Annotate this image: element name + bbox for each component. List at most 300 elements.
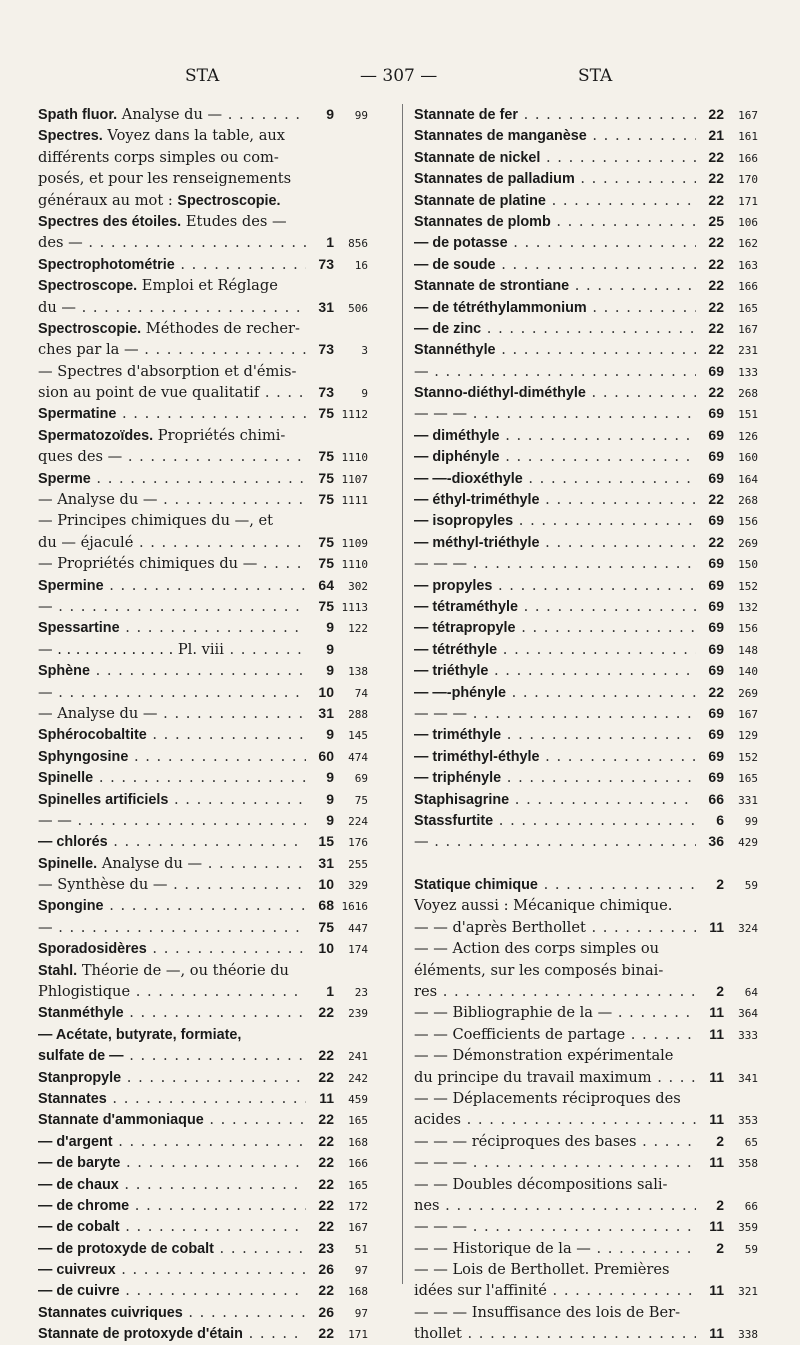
volume-number: 75 xyxy=(318,469,334,486)
index-entry xyxy=(414,532,758,553)
entry-line xyxy=(414,1216,758,1237)
entry-text xyxy=(414,789,696,810)
entry-text xyxy=(38,318,368,339)
entry-line xyxy=(38,1195,368,1216)
entry-text xyxy=(38,1131,306,1152)
entry-line xyxy=(414,254,758,275)
index-entry xyxy=(414,468,758,489)
entry-text-segment: Stannate de nickel xyxy=(414,149,541,166)
entry-text-segment: — de chaux xyxy=(38,1176,119,1193)
page-ref: 99 xyxy=(354,109,368,122)
entry-text-segment: — — d'après Berthollet xyxy=(414,918,586,936)
volume-number: 22 xyxy=(708,384,724,401)
entry-text xyxy=(414,639,696,660)
page-ref: 241 xyxy=(348,1050,368,1064)
entry-text xyxy=(38,617,306,638)
volume-number: 75 xyxy=(318,555,334,572)
entry-text-segment: ches par la — xyxy=(38,341,139,359)
entry-line xyxy=(414,895,758,916)
volume-number: 66 xyxy=(708,790,724,807)
volume-number: 75 xyxy=(318,491,334,508)
index-entry xyxy=(38,960,368,1003)
entry-line xyxy=(38,1002,368,1023)
entry-line xyxy=(38,339,368,360)
entry-text-segment: Spectres des étoiles. xyxy=(38,213,182,230)
entry-text-segment: — — — xyxy=(414,704,468,722)
entry-text xyxy=(38,853,306,874)
entry-line xyxy=(414,1152,758,1173)
index-entry xyxy=(38,831,368,852)
entry-text xyxy=(414,446,696,467)
entry-line xyxy=(414,1088,758,1109)
entry-line xyxy=(38,318,368,339)
index-entry xyxy=(414,660,758,681)
index-entry xyxy=(414,1131,758,1152)
entry-line xyxy=(38,382,368,403)
index-entry xyxy=(38,853,368,874)
entry-text xyxy=(414,575,696,596)
entry-line xyxy=(414,1323,758,1344)
entry-text xyxy=(38,938,306,959)
index-entry xyxy=(38,660,368,681)
page-ref: 288 xyxy=(348,707,368,721)
entry-line xyxy=(414,767,758,788)
entry-text-segment: Spath fluor. xyxy=(38,107,118,123)
volume-number: 22 xyxy=(318,1218,334,1235)
entry-line xyxy=(414,746,758,767)
entry-line xyxy=(38,510,368,531)
entry-text-segment: — — Déplacements réciproques des xyxy=(414,1089,681,1107)
entry-line xyxy=(414,724,758,745)
entry-line xyxy=(38,575,368,596)
entry-line xyxy=(38,125,368,146)
volume-number: 36 xyxy=(708,833,724,850)
entry-text-segment: — de cuivre xyxy=(38,1283,120,1300)
entry-text-segment: — triméthyl-éthyle xyxy=(414,748,540,765)
right-column xyxy=(414,104,758,1345)
entry-text xyxy=(38,1088,306,1109)
entry-line xyxy=(38,639,368,660)
entry-text-segment: — — Action des corps simples ou xyxy=(414,940,660,958)
page-ref: 145 xyxy=(348,729,368,743)
entry-text xyxy=(414,1302,758,1323)
index-entry xyxy=(414,1238,758,1259)
page-ref: 156 xyxy=(738,515,758,529)
entry-line xyxy=(414,660,758,681)
page-ref: 162 xyxy=(738,237,758,251)
volume-number: 2 xyxy=(716,983,724,1000)
index-entry xyxy=(38,938,368,959)
index-entry xyxy=(38,361,368,404)
entry-line xyxy=(414,1045,758,1066)
page-ref: 167 xyxy=(738,707,758,721)
entry-line xyxy=(414,810,758,831)
entry-line xyxy=(38,874,368,895)
page-ref: 65 xyxy=(744,1135,758,1149)
index-entry xyxy=(38,1067,368,1088)
entry-text-segment: différents corps simples ou com- xyxy=(38,148,279,166)
index-entry xyxy=(38,874,368,895)
entry-text-segment: généraux au mot : xyxy=(38,191,178,209)
page-ref: 106 xyxy=(738,215,758,229)
entry-text xyxy=(38,510,368,531)
volume-number: 69 xyxy=(708,597,724,614)
volume-number: 73 xyxy=(318,341,334,358)
volume-number: 31 xyxy=(318,704,334,721)
index-entry xyxy=(38,703,368,724)
entry-text-segment: — — Démonstration expérimentale xyxy=(414,1047,674,1065)
index-entry xyxy=(414,232,758,253)
entry-line xyxy=(38,147,368,168)
entry-text xyxy=(414,746,696,767)
entry-text xyxy=(38,874,306,895)
header-right: STA xyxy=(578,66,613,86)
entry-text-segment: — xyxy=(414,362,429,380)
entry-text xyxy=(38,724,306,745)
entry-text-segment: Spessartine xyxy=(38,620,120,637)
index-entry xyxy=(414,1302,758,1345)
entry-text-segment: — de baryte xyxy=(38,1155,121,1172)
entry-line xyxy=(414,403,758,424)
page-ref: 161 xyxy=(738,130,758,144)
entry-text-segment: Spinelle xyxy=(38,770,94,787)
entry-text xyxy=(38,125,368,146)
entry-text-segment: — . . . . . . . . . . . . . Pl. viii xyxy=(38,640,224,658)
entry-text-segment: Stahl. xyxy=(38,962,78,979)
index-entry xyxy=(414,168,758,189)
index-entry xyxy=(414,446,758,467)
volume-number: 75 xyxy=(318,448,334,465)
index-entry xyxy=(38,1024,368,1067)
page-ref: 506 xyxy=(348,301,368,315)
page-ref: 167 xyxy=(348,1221,368,1235)
page-ref: 1113 xyxy=(341,600,368,614)
entry-line xyxy=(414,575,758,596)
entry-text xyxy=(38,297,306,318)
entry-text xyxy=(38,682,306,703)
entry-text xyxy=(38,339,306,360)
entry-line xyxy=(38,1152,368,1173)
page-ref: 1107 xyxy=(341,472,368,486)
volume-number: 31 xyxy=(318,854,334,871)
entry-line xyxy=(38,810,368,831)
entry-text xyxy=(38,1045,306,1066)
index-entry xyxy=(414,361,758,382)
index-entry xyxy=(414,895,758,916)
entry-line xyxy=(414,318,758,339)
entry-text-segment: Voyez aussi : Mécanique chimique. xyxy=(414,897,673,915)
entry-text xyxy=(38,575,306,596)
page-ref: 324 xyxy=(738,921,758,935)
volume-number: 22 xyxy=(318,1282,334,1299)
entry-text xyxy=(414,1216,696,1237)
entry-line xyxy=(38,168,368,189)
page-ref: 166 xyxy=(738,151,758,165)
index-entry xyxy=(38,724,368,745)
index-entry xyxy=(38,1259,368,1280)
volume-number: 64 xyxy=(318,576,334,593)
entry-text xyxy=(414,1174,758,1195)
page-header xyxy=(0,66,800,90)
index-entry xyxy=(414,767,758,788)
entry-text xyxy=(38,789,306,810)
page-ref: 268 xyxy=(738,494,758,508)
entry-line xyxy=(414,1109,758,1130)
entry-text xyxy=(414,1195,696,1216)
entry-line xyxy=(414,1195,758,1216)
entry-text-segment: — — xyxy=(38,811,72,829)
entry-text xyxy=(414,1280,696,1301)
entry-text-segment: Stannate d'ammoniaque xyxy=(38,1112,204,1129)
entry-text-segment: acides xyxy=(414,1111,462,1129)
entry-line xyxy=(38,468,368,489)
index-entry xyxy=(414,1045,758,1088)
entry-text-segment: — chlorés xyxy=(38,834,108,851)
page-ref: 75 xyxy=(354,793,368,807)
page-ref: 166 xyxy=(738,280,758,294)
entry-text xyxy=(414,425,696,446)
entry-text-segment: — — — xyxy=(414,1154,468,1172)
index-entry xyxy=(38,104,368,125)
entry-line xyxy=(38,190,368,211)
entry-text-segment: — xyxy=(38,918,53,936)
entry-text-segment: Spongine xyxy=(38,898,104,915)
entry-text-segment: — propyles xyxy=(414,577,493,594)
volume-number: 10 xyxy=(318,683,334,700)
entry-text xyxy=(38,1216,306,1237)
index-entry xyxy=(414,211,758,232)
index-entry xyxy=(38,318,368,361)
entry-line xyxy=(414,211,758,232)
entry-text xyxy=(414,938,758,959)
entry-line xyxy=(38,275,368,296)
entry-text-segment: — triméthyle xyxy=(414,727,502,744)
entry-text xyxy=(38,703,306,724)
volume-number: 11 xyxy=(319,1089,334,1106)
entry-text xyxy=(414,489,696,510)
entry-text-segment: Stanno-diéthyl-diméthyle xyxy=(414,385,586,402)
entry-line xyxy=(38,1259,368,1280)
index-entry xyxy=(38,575,368,596)
entry-text-segment: Sperme xyxy=(38,470,91,487)
entry-line xyxy=(38,682,368,703)
page-ref: 1110 xyxy=(341,451,368,465)
entry-line xyxy=(414,339,758,360)
volume-number: 22 xyxy=(708,148,724,165)
entry-text-segment: — — Coefficients de partage xyxy=(414,1025,626,1043)
entry-text-segment: Propriétés chimi- xyxy=(153,426,286,444)
volume-number: 22 xyxy=(708,106,724,122)
entry-text-segment: — —-dioxéthyle xyxy=(414,470,523,487)
volume-number: 11 xyxy=(709,1025,724,1042)
index-entry xyxy=(414,596,758,617)
page-ref: 168 xyxy=(348,1285,368,1299)
volume-number: 2 xyxy=(716,1132,724,1149)
page-ref: 138 xyxy=(348,665,368,679)
entry-text xyxy=(38,810,306,831)
entry-text-segment: — — — Insuffisance des lois de Ber- xyxy=(414,1303,681,1321)
entry-line xyxy=(414,703,758,724)
entry-text-segment: du — xyxy=(38,298,76,316)
entry-line xyxy=(414,468,758,489)
entry-text-segment: Spermatozoïdes. xyxy=(38,427,154,444)
index-entry xyxy=(38,1002,368,1023)
entry-line xyxy=(38,1024,368,1045)
entry-line xyxy=(414,639,758,660)
volume-number: 73 xyxy=(318,384,334,401)
entry-text xyxy=(38,1067,306,1088)
entry-text xyxy=(414,596,696,617)
entry-text xyxy=(414,168,696,189)
entry-text-segment: Stannéthyle xyxy=(414,342,496,359)
entry-line xyxy=(38,532,368,553)
entry-line xyxy=(38,617,368,638)
entry-text-segment: Spectrophotométrie xyxy=(38,256,175,273)
entry-text-segment: — d'argent xyxy=(38,1133,113,1150)
index-entry xyxy=(38,510,368,553)
entry-text-segment: Stannates de plomb xyxy=(414,213,551,230)
volume-number: 11 xyxy=(709,1282,724,1299)
page-ref: 353 xyxy=(738,1114,758,1128)
index-entry xyxy=(38,639,368,660)
index-entry xyxy=(414,617,758,638)
index-entry xyxy=(38,789,368,810)
entry-line xyxy=(414,831,758,852)
entry-text-segment: des — xyxy=(38,234,83,252)
volume-number: 22 xyxy=(318,1325,334,1342)
entry-text-segment: — de zinc xyxy=(414,320,482,337)
entry-line xyxy=(38,1238,368,1259)
entry-text-segment: Stannates xyxy=(38,1090,107,1107)
entry-text xyxy=(414,960,758,981)
entry-text xyxy=(414,1323,696,1344)
entry-line xyxy=(414,382,758,403)
page-ref: 165 xyxy=(348,1178,368,1192)
volume-number: 69 xyxy=(708,555,724,572)
index-entry xyxy=(414,382,758,403)
index-entry xyxy=(414,724,758,745)
entry-text-segment: — xyxy=(414,833,429,851)
page-ref: 333 xyxy=(738,1028,758,1042)
entry-line xyxy=(414,1238,758,1259)
entry-text-segment: Stannates de palladium xyxy=(414,171,575,188)
volume-number: 11 xyxy=(709,918,724,935)
entry-line xyxy=(414,874,758,895)
page-ref: 152 xyxy=(738,579,758,593)
page-ref: 341 xyxy=(738,1071,758,1085)
entry-text xyxy=(38,895,306,916)
entry-text-segment: du principe du travail maximum xyxy=(414,1068,652,1086)
page-ref: 132 xyxy=(738,600,758,614)
entry-text xyxy=(414,617,696,638)
entry-line xyxy=(414,1131,758,1152)
page-ref: 69 xyxy=(354,772,368,786)
entry-text-segment: Stannates cuivriques xyxy=(38,1304,183,1321)
volume-number: 75 xyxy=(318,533,334,550)
page-ref: 165 xyxy=(738,301,758,315)
page-ref: 429 xyxy=(738,836,758,850)
volume-number: 69 xyxy=(708,512,724,529)
volume-number: 2 xyxy=(716,1196,724,1213)
index-entry xyxy=(414,1088,758,1131)
volume-number: 9 xyxy=(326,106,334,122)
entry-text-segment: — méthyl-triéthyle xyxy=(414,534,540,551)
index-entry xyxy=(414,917,758,938)
entry-text-segment: — de chrome xyxy=(38,1197,130,1214)
index-entry xyxy=(414,682,758,703)
entry-text-segment: Spectroscopie. xyxy=(177,192,281,209)
entry-text xyxy=(38,489,306,510)
entry-text xyxy=(38,1174,306,1195)
volume-number: 11 xyxy=(709,1218,724,1235)
entry-text-segment: Spinelles artificiels xyxy=(38,791,169,808)
volume-number: 22 xyxy=(708,298,724,315)
entry-text-segment: — Analyse du — xyxy=(38,704,158,722)
page-ref: 1111 xyxy=(341,494,368,508)
entry-text-segment: — — Bibliographie de la — xyxy=(414,1004,613,1022)
entry-line xyxy=(414,938,758,959)
volume-number: 69 xyxy=(708,619,724,636)
entry-text-segment: — éthyl-triméthyle xyxy=(414,492,540,509)
entry-line xyxy=(38,960,368,981)
index-entry xyxy=(38,1174,368,1195)
entry-line xyxy=(38,917,368,938)
entry-text xyxy=(414,254,696,275)
entry-text-segment: Analyse du — xyxy=(97,854,203,872)
entry-text-segment: — — Doubles décompositions sali- xyxy=(414,1175,668,1193)
index-entry xyxy=(414,639,758,660)
entry-text xyxy=(38,917,306,938)
entry-text-segment: Phlogistique xyxy=(38,983,131,1001)
entry-line xyxy=(38,1216,368,1237)
page-ref: 1112 xyxy=(341,408,368,422)
entry-line xyxy=(414,596,758,617)
volume-number: 69 xyxy=(708,426,724,443)
entry-text xyxy=(414,767,696,788)
entry-line xyxy=(414,1302,758,1323)
entry-line xyxy=(414,446,758,467)
index-entry xyxy=(414,190,758,211)
entry-text-segment: Etudes des — xyxy=(181,212,287,230)
entry-text xyxy=(414,1109,696,1130)
entry-text-segment: Voyez dans la table, aux xyxy=(102,127,286,145)
entry-text-segment: Spermatine xyxy=(38,406,117,423)
entry-text xyxy=(38,254,306,275)
volume-number: 22 xyxy=(318,1004,334,1021)
entry-line xyxy=(38,361,368,382)
entry-text-segment: — triphényle xyxy=(414,770,502,787)
entry-text-segment: posés, et pour les renseignements xyxy=(38,170,292,188)
page-ref: 3 xyxy=(361,344,368,358)
volume-number: 10 xyxy=(318,940,334,957)
entry-line xyxy=(414,168,758,189)
entry-text xyxy=(414,318,696,339)
page-ref: 160 xyxy=(738,451,758,465)
entry-text xyxy=(414,810,696,831)
index-entry xyxy=(414,104,758,125)
entry-text xyxy=(414,297,696,318)
index-entry xyxy=(414,1259,758,1302)
entry-line xyxy=(38,1131,368,1152)
volume-number: 69 xyxy=(708,704,724,721)
volume-number: 69 xyxy=(708,469,724,486)
entry-text-segment: — xyxy=(38,683,53,701)
index-entry xyxy=(38,746,368,767)
page-ref: 268 xyxy=(738,387,758,401)
entry-text-segment: idées sur l'affinité xyxy=(414,1282,547,1300)
index-entry xyxy=(38,682,368,703)
page-ref: 231 xyxy=(738,344,758,358)
